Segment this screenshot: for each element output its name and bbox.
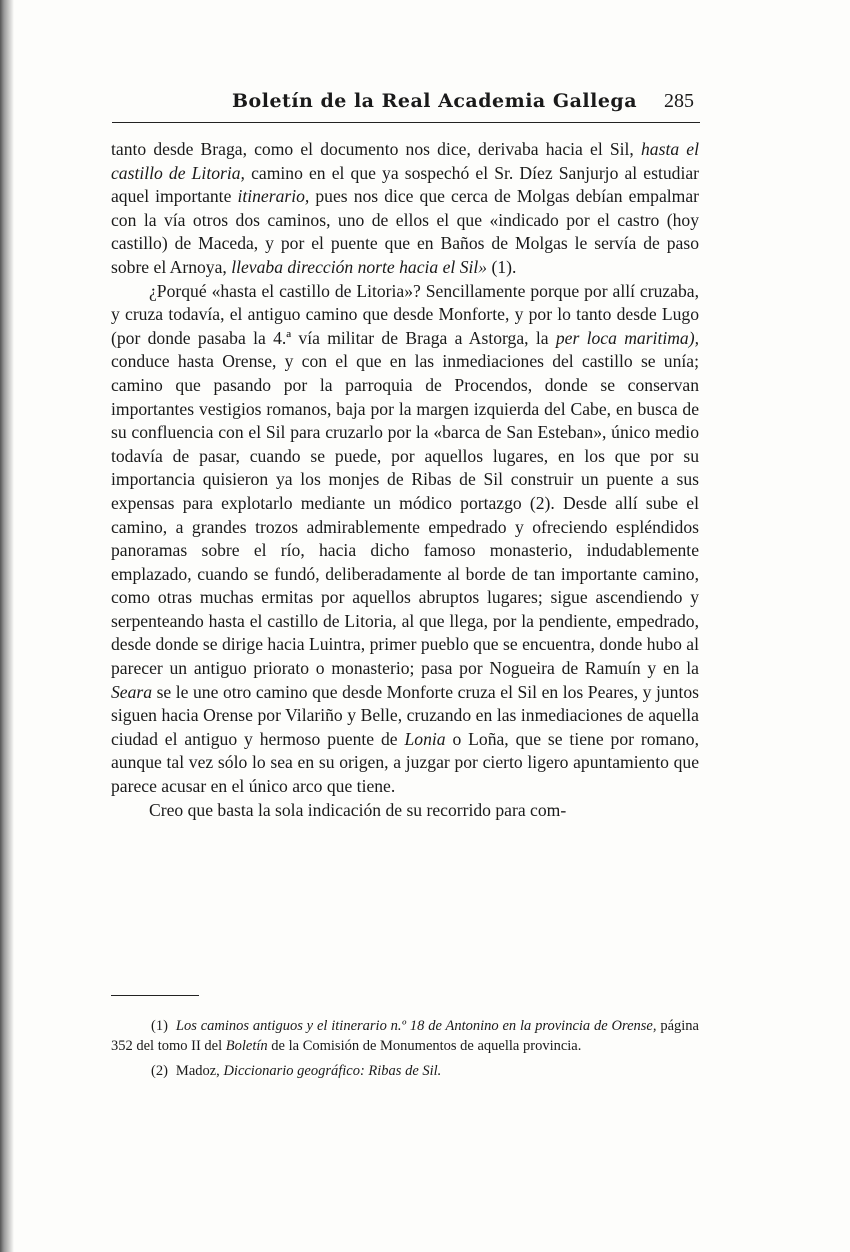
footnote-number: (1) bbox=[151, 1018, 168, 1034]
italic-run: Seara bbox=[111, 681, 153, 702]
text-run: Creo que basta la sola indicación de su recorrido para com- bbox=[149, 799, 567, 820]
text-run: tanto desde Braga, como el documento nos dice, derivaba hacia el Sil, bbox=[111, 139, 641, 159]
text-run: página 352 del tomo II del bbox=[111, 1018, 699, 1054]
text-run: (1). bbox=[487, 256, 517, 277]
page-number: 285 bbox=[664, 90, 694, 112]
italic-run: per loca maritima), bbox=[555, 327, 699, 348]
text-run: Madoz, bbox=[175, 1063, 224, 1079]
page-binding-edge bbox=[0, 0, 14, 1252]
footnote-1 bbox=[111, 1017, 699, 1056]
main-text bbox=[111, 138, 699, 822]
footnotes bbox=[111, 1017, 699, 1088]
italic-run: Diccionario geográfico: Ribas de Sil. bbox=[223, 1063, 442, 1079]
footnote-number: (2) bbox=[151, 1063, 168, 1079]
italic-run: Los caminos antiguos y el itinerario n.º 18 de Antonino en la provincia de Orense, bbox=[175, 1018, 657, 1034]
italic-run: itinerario, bbox=[237, 186, 310, 207]
text-run: ¿Porqué «hasta el castillo de Litoria»? Sencillamente porque por allí cruzaba, y cruza todavía, el antiguo camino que desde Monforte, y por lo tanto desde Lugo (por donde pasaba la 4.ª vía militar de Braga a Astorga, la bbox=[111, 280, 699, 348]
running-title: Boletín de la Real Academia Gallega bbox=[232, 90, 638, 112]
italic-run: Lonia bbox=[404, 728, 446, 749]
paragraph-2 bbox=[111, 280, 699, 799]
italic-run: hasta el castillo de Litoria, bbox=[111, 139, 699, 183]
text-run: se le une otro camino que desde Monforte cruza el Sil en los Peares, y juntos siguen hacia Orense por Vilariño y Belle, cruzando en las inmediaciones de aquella ciudad el antiguo y hermoso puente de bbox=[111, 681, 699, 749]
text-run: conduce hasta Orense, y con el que en las inmediaciones del castillo se unía; camino que pasando por la parroquia de Procendos, donde se conservan importantes vestigios romanos, baja por la margen izquierda del Cabe, en busca de su confluencia con el Sil para cruzarlo por la «barca de San Esteban», único medio todavía de pasar, cuando se puede, por aquellos lugares, en los que por su importancia quisieron ya los monjes de Ribas de Sil construir un puente a sus expensas para explotarlo mediante un módico portazgo (2). Desde allí sube el camino, a grandes trozos admirablemente empedrado y ofreciendo espléndidos panoramas sobre el río, hacia dicho famoso monasterio, indudablemente emplazado, cuando se fundó, deliberadamente al borde de tan importante camino, como otras muchas ermitas por aquellos abruptos lugares; sigue ascendiendo y serpenteando hasta el castillo de Litoria, al que llega, por la pendiente, empedrado, desde donde se dirige hacia Luintra, primer pueblo que se encuentra, donde hubo al parecer un antiguo priorato o monasterio; pasa por Nogueira de Ramuín y en la bbox=[111, 351, 699, 679]
text-run: o Loña, que se tiene por romano, aunque tal vez sólo lo sea en su origen, a juzgar por cierto ligero apuntamiento que parece acusar en el único arco que tiene. bbox=[111, 728, 700, 797]
footnote-divider bbox=[111, 995, 199, 996]
italic-run: Boletín bbox=[225, 1037, 268, 1054]
running-header bbox=[112, 88, 700, 123]
paragraph-1 bbox=[111, 138, 699, 280]
paragraph-3 bbox=[111, 799, 699, 823]
text-run: pues nos dice que cerca de Molgas debían empalmar con la vía otros dos caminos, uno de ellos el que «indicado por el castro (hoy castillo) de Maceda, y por el puente que en Baños de Molgas le servía de paso sobre el Arnoya, bbox=[111, 186, 699, 277]
footnote-2 bbox=[111, 1062, 699, 1082]
italic-run: llevaba dirección norte hacia el Sil» bbox=[231, 256, 488, 277]
text-run: camino en el que ya sospechó el Sr. Díez Sanjurjo al estudiar aquel importante bbox=[111, 162, 699, 207]
text-run: de la Comisión de Monumentos de aquella provincia. bbox=[267, 1037, 582, 1054]
